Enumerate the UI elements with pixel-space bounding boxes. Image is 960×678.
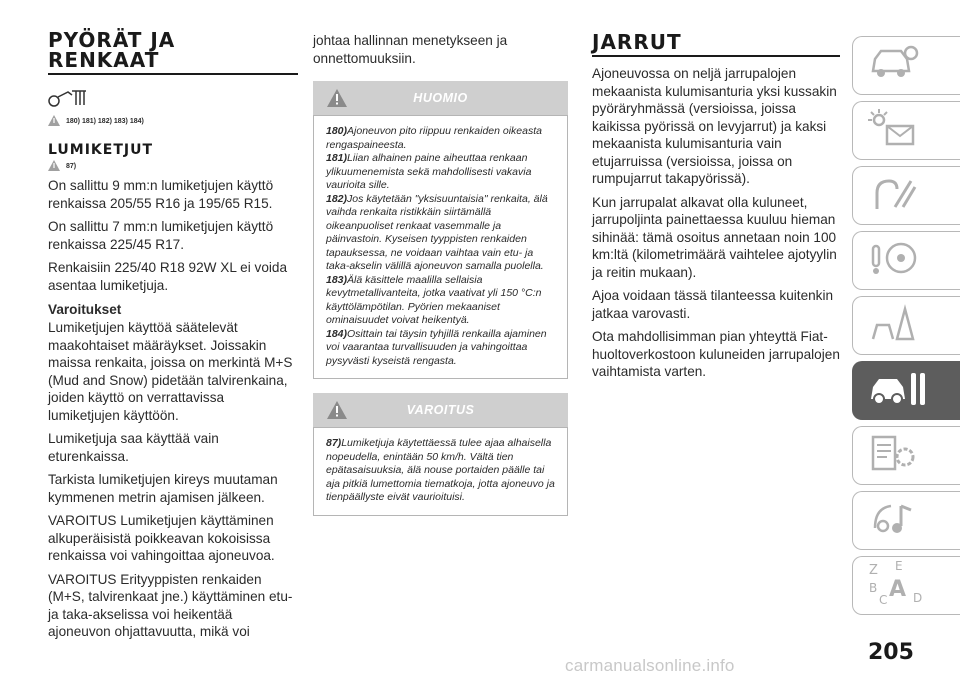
svg-text:D: D <box>913 591 923 605</box>
section-title-line2: RENKAAT <box>48 48 160 72</box>
tab-driving[interactable] <box>852 231 960 290</box>
paragraph: Lumiketjujen käyttöä säätelevät maakohtaiset määräykset. Joissakin maissa renkaita, joissa on merkintä M+S (Mud and Snow) pidetään talvirenkaina, joiden käyttö on verrattavissa lumiketjujen käyttöön. <box>48 320 293 423</box>
huomio-box <box>313 115 568 379</box>
varoitus-title: VAROITUS <box>406 403 475 417</box>
warning-triangle-icon <box>327 401 347 422</box>
paragraph: Kun jarrupalat alkavat olla kuluneet, jarrupoljinta painettaessa kuuluu hieman sihinää: tämä osoitus annetaan noin 100 km:ltä (kilometrimäärä vaihtelee ajotyylin ja reitin mukaan). <box>592 194 837 280</box>
column-3 <box>592 30 840 381</box>
note-number: 87) <box>326 437 342 449</box>
column-2 <box>313 30 568 516</box>
tab-index[interactable] <box>852 556 960 615</box>
sub-refs-text: 87) <box>66 163 77 170</box>
note-text: Liian alhainen paine aiheuttaa renkaan ylikuumenemista sekä mahdollisesti vakavia vaurioita sille. <box>326 152 532 191</box>
subsection-title: LUMIKETJUT <box>48 142 154 158</box>
note-number: 180) <box>326 125 348 137</box>
paragraph: Ota mahdollisimman pian yhteyttä Fiat-huoltoverkostoon kuluneiden jarrupalojen vaihtamista varten. <box>592 329 840 379</box>
maintenance-icon <box>867 367 929 414</box>
svg-text:B: B <box>869 581 878 595</box>
emergency-icon <box>867 303 919 348</box>
technical-data-icon <box>867 433 919 478</box>
paragraph: VAROITUS Lumiketjujen käyttäminen alkuperäisistä poikkeavan kokoisissa renkaissa voi vahingoittaa ajoneuvoa. <box>48 513 275 563</box>
multimedia-icon <box>867 498 919 543</box>
tire-wrench-icon <box>48 89 92 109</box>
huomio-header <box>313 81 568 115</box>
sub-refs-line <box>48 160 298 173</box>
car-info-icon <box>867 43 919 88</box>
note-number: 181) <box>326 152 348 164</box>
note-text: Lumiketjuja käytettäessä tulee ajaa alhaisella nopeudella, enintään 50 km/h. Vältä tien epätasaisuuksia, älä nouse portaiden päälle tai aja pitkiä lumettomia tiematkoja, jotta ajoneuvo ja tienpäällyste eivät vaurioituisi. <box>326 437 555 503</box>
paragraph: Ajoneuvossa on neljä jarrupalojen mekaanista kulumisanturia yksi kussakin pyöräryhmässä (versioissa, joissa kaikissa pyörissä on levyjarrut) ja kaksi mekaanista kulumisanturia vain etujarruissa (versioissa, joissa on rumpujarrut takapyörissä). <box>592 66 837 186</box>
note-text: Osittain tai täysin tyhjillä renkailla ajaminen voi vaarantaa turvallisuuden ja vahingoittaa pysyvästi kyseistä rengasta. <box>326 327 547 367</box>
tab-warning-lights[interactable] <box>852 101 960 160</box>
driving-icon <box>867 238 919 283</box>
huomio-title: HUOMIO <box>413 91 468 105</box>
note-text: Jos käytetään "yksisuuntaisia" renkaita, älä vaihda renkaita ristikkäin siirtämällä oikeanpuoliset renkaat vasemmalle ja päinvastoin. Kyseisen tyyppisten renkaiden tapauksessa, ne voidaan vaihtaa vain etu- ja taka-akselin välillä ajoneuvon samalla puolella. <box>326 192 548 272</box>
note-text: Ajoneuvon pito riippuu renkaiden oikeasta rengaspaineesta. <box>326 125 542 151</box>
refs-line <box>48 115 298 128</box>
note-number: 182) <box>326 192 348 205</box>
paragraph: Renkaisiin 225/40 R18 92W XL ei voida asentaa lumiketjuja. <box>48 260 288 293</box>
warning-triangle-icon <box>327 89 347 110</box>
paragraph: VAROITUS Erityyppisten renkaiden (M+S, talvirenkaat jne.) käyttäminen etu- ja taka-akselissa voi heikentää ajoneuvon ohjattavuutta, mikä voi <box>48 571 293 639</box>
refs-text: 180) 181) 182) 183) 184) <box>66 118 144 125</box>
paragraph: johtaa hallinnan menetykseen ja onnettomuuksiin. <box>313 33 508 66</box>
note-number: 184) <box>326 327 348 340</box>
tab-car-info[interactable] <box>852 36 960 95</box>
warning-triangle-icon <box>48 160 60 173</box>
varoitus-box <box>313 427 568 516</box>
paragraph: Tarkista lumiketjujen kireys muutaman kymmenen metrin ajamisen jälkeen. <box>48 472 278 505</box>
paragraph: On sallittu 7 mm:n lumiketjujen käyttö renkaissa 225/45 R17. <box>48 219 274 252</box>
section-title <box>48 30 298 70</box>
warning-triangle-icon <box>48 115 60 128</box>
tab-maintenance[interactable] <box>852 361 960 420</box>
note-text: Älä käsittele maalilla sellaisia kevytmetallivanteita, jotka vaativat yli 150 °C:n käyttölämpötilan. Pyörien mekaaniset ominaisuudet voivat heikentyä. <box>326 273 542 326</box>
watermark-text: carmanualsonline.info <box>565 656 735 675</box>
safety-icon <box>867 173 919 218</box>
note-number: 183) <box>326 273 348 286</box>
title-rule <box>592 55 840 57</box>
warning-lights-icon <box>867 108 919 153</box>
column-1 <box>48 30 298 641</box>
chapter-tabs <box>852 36 960 621</box>
tab-safety[interactable] <box>852 166 960 225</box>
svg-text:Z: Z <box>869 563 878 578</box>
varoitus-header <box>313 393 568 427</box>
index-icon <box>867 560 937 611</box>
svg-text:A: A <box>889 577 907 602</box>
page-number: 205 <box>868 640 914 665</box>
warnings-heading: Varoitukset <box>48 302 122 317</box>
tab-multimedia[interactable] <box>852 491 960 550</box>
tab-emergency[interactable] <box>852 296 960 355</box>
refs-row <box>48 89 298 109</box>
paragraph: On sallittu 9 mm:n lumiketjujen käyttö renkaissa 205/55 R16 ja 195/65 R15. <box>48 178 274 211</box>
title-rule <box>48 73 298 75</box>
svg-text:E: E <box>895 560 903 573</box>
tab-technical-data[interactable] <box>852 426 960 485</box>
paragraph: Ajoa voidaan tässä tilanteessa kuitenkin jatkaa varovasti. <box>592 288 834 321</box>
svg-text:C: C <box>879 593 888 606</box>
section-title: JARRUT <box>592 30 682 54</box>
paragraph: Lumiketjuja saa käyttää vain eturenkaissa. <box>48 431 219 464</box>
section-title-line1: PYÖRÄT JA <box>48 28 176 52</box>
